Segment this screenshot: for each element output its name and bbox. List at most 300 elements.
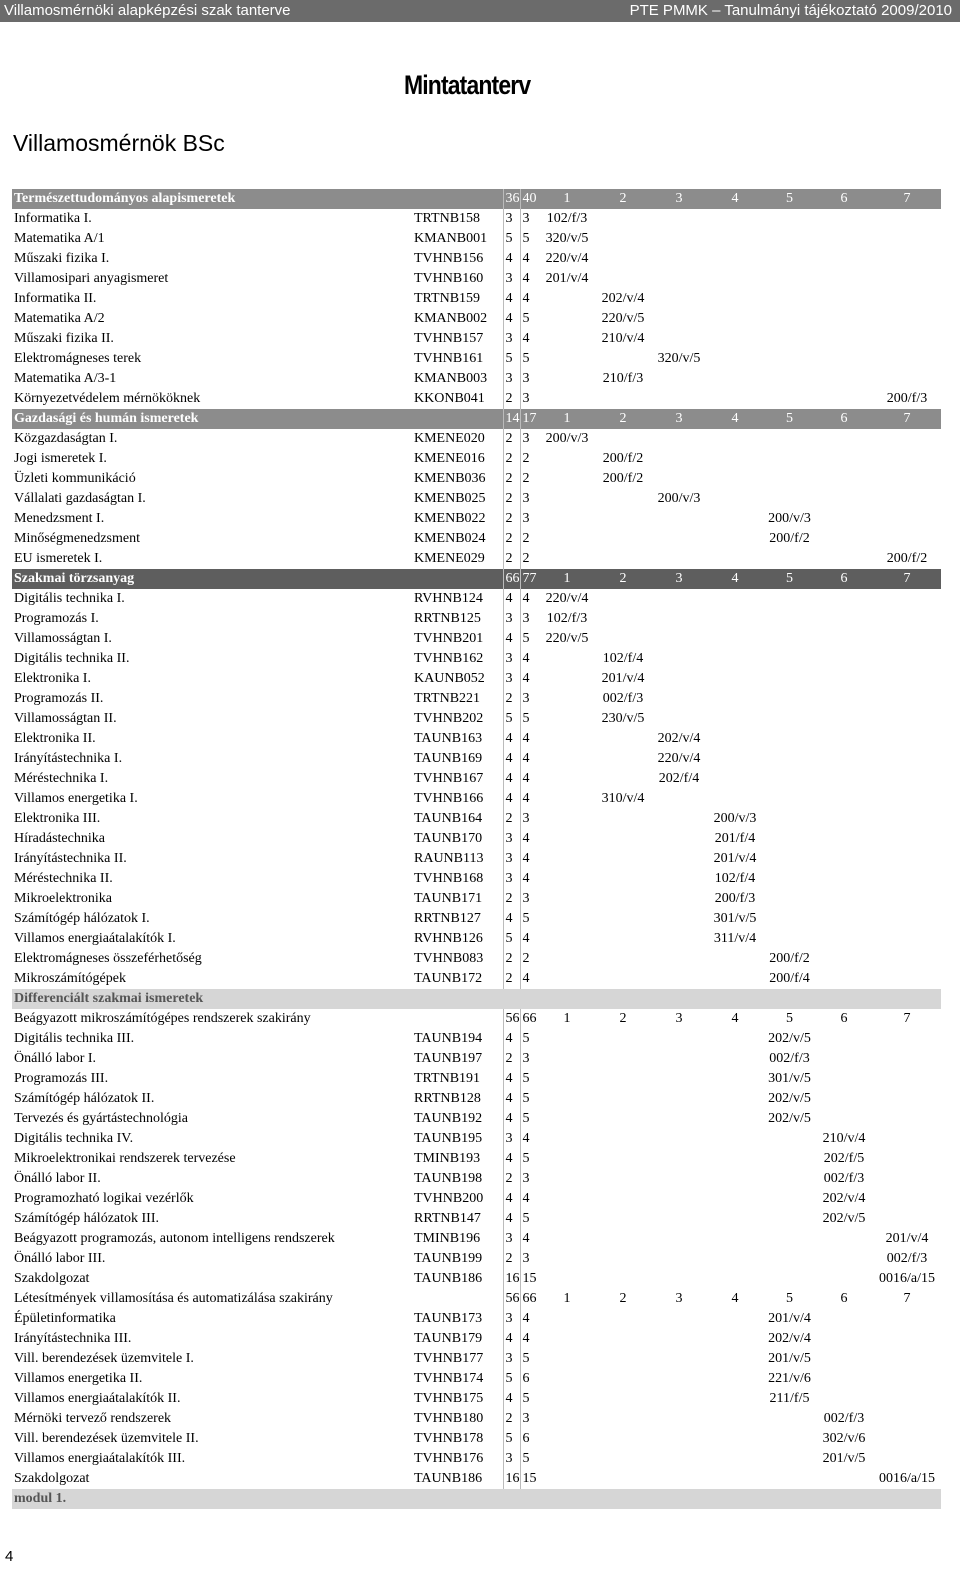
weekly-hours: 2 [503,469,520,489]
semester-cell [538,1249,594,1269]
semester-cell [538,909,594,929]
credits: 6 [520,1369,538,1389]
semester-cell [594,209,650,229]
credits: 4 [520,249,538,269]
semester-cell [650,1069,706,1089]
semester-cell [538,969,594,989]
credits: 5 [520,709,538,729]
semester-cell [815,669,871,689]
semester-cell [538,529,594,549]
course-row [12,1209,941,1229]
semester-cell [594,549,650,569]
semester-cell [650,909,706,929]
semester-heading: 7 [871,189,941,209]
program-name: Villamosmérnök BSc [13,130,225,156]
semester-cell [706,649,762,669]
semester-cell [706,509,762,529]
semester-cell [594,729,650,749]
semester-heading: 3 [650,189,706,209]
course-name: Villamos energiaátalakítók II. [14,1391,181,1406]
semester-cell [538,489,594,509]
course-row [12,1429,941,1449]
semester-cell: 200/v/3 [657,491,701,506]
semester-cell [815,709,871,729]
semester-cell [538,1049,594,1069]
semester-cell [871,809,941,829]
semester-cell: 201/v/4 [768,1311,811,1326]
semester-cell [706,769,762,789]
semester-cell [538,729,594,749]
credits: 4 [520,1329,538,1349]
semester-cell [650,829,706,849]
semester-cell [538,389,594,409]
semester-cell: 201/v/4 [545,271,589,286]
course-row [12,1169,941,1189]
semester-cell [762,1429,815,1449]
semester-cell [871,269,941,289]
semester-cell [815,1089,871,1109]
semester-cell [538,1309,594,1329]
semester-cell [762,1269,815,1289]
semester-cell [538,309,594,329]
semester-cell [762,469,815,489]
course-code: TVHNB157 [414,331,484,346]
course-row [12,1409,941,1429]
semester-cell [594,269,650,289]
semester-cell: 201/f/4 [714,831,756,846]
semester-cell [594,1209,650,1229]
weekly-hours: 4 [503,1329,520,1349]
credits: 5 [520,309,538,329]
credits: 5 [520,1069,538,1089]
semester-heading: 2 [619,1011,627,1026]
semester-cell [594,949,650,969]
semester-cell [871,489,941,509]
semester-cell [538,369,594,389]
credits: 15 [520,1469,538,1489]
semester-cell [594,489,650,509]
semester-cell: 202/v/5 [768,1111,811,1126]
semester-cell [871,1369,941,1389]
semester-cell [762,829,815,849]
semester-cell [650,289,706,309]
credits: 5 [520,909,538,929]
course-name: Közgazdaságtan I. [14,431,118,446]
semester-cell [871,649,941,669]
course-code: TVHNB200 [414,1191,484,1206]
semester-heading: 4 [706,569,762,589]
semester-cell [762,229,815,249]
semester-cell [815,369,871,389]
course-name: Önálló labor I. [14,1051,97,1066]
semester-heading: 2 [619,1291,627,1306]
running-head [0,0,960,22]
semester-cell [762,1409,815,1429]
course-name: Híradástechnika [14,831,105,846]
credits: 4 [520,1309,538,1329]
semester-cell [815,289,871,309]
semester-heading: 4 [706,189,762,209]
semester-cell [871,349,941,369]
semester-cell: 211/f/5 [769,1391,810,1406]
course-row [12,249,941,269]
semester-cell [815,849,871,869]
semester-cell [871,1109,941,1129]
semester-cell: 320/v/5 [657,351,701,366]
semester-cell [650,429,706,449]
semester-cell [538,669,594,689]
semester-cell [594,589,650,609]
course-name: Üzleti kommunikáció [14,471,136,486]
credits: 5 [520,1029,538,1049]
semester-cell: 220/v/4 [545,591,589,606]
course-row [12,1089,941,1109]
semester-cell [871,749,941,769]
course-code: TVHNB180 [414,1411,484,1426]
semester-cell [650,1049,706,1069]
semester-cell [706,389,762,409]
track-title: Létesítmények villamosítása és automatizálása szakirány [14,1291,333,1306]
semester-heading: 1 [538,569,594,589]
course-row [12,369,941,389]
semester-cell [871,849,941,869]
semester-cell [594,1389,650,1409]
total-hours: 14 [503,409,520,429]
semester-cell [594,1329,650,1349]
credits: 3 [520,389,538,409]
course-name: Irányítástechnika III. [14,1331,132,1346]
credits: 5 [520,349,538,369]
semester-cell [650,1149,706,1169]
semester-cell: 202/v/4 [822,1191,866,1206]
semester-cell [815,1049,871,1069]
course-row [12,489,941,509]
semester-cell [538,749,594,769]
course-name: Digitális technika I. [14,591,125,606]
semester-cell [538,1189,594,1209]
credits: 5 [520,1089,538,1109]
semester-cell [871,449,941,469]
semester-cell [762,749,815,769]
semester-cell [650,329,706,349]
semester-cell [871,289,941,309]
weekly-hours: 2 [503,969,520,989]
semester-cell [815,769,871,789]
weekly-hours: 2 [503,889,520,909]
semester-cell [762,929,815,949]
semester-heading: 4 [706,409,762,429]
course-name: Környezetvédelem mérnököknek [14,391,201,406]
semester-cell: 220/v/4 [545,251,589,266]
semester-cell [538,809,594,829]
semester-cell [538,1449,594,1469]
semester-cell [706,1389,762,1409]
course-code: RRTNB127 [414,911,481,926]
total-credits: 77 [520,569,538,589]
total-hours: 56 [503,1289,520,1309]
semester-cell [871,229,941,249]
subsection-header [12,1489,941,1509]
course-row [12,1309,941,1329]
weekly-hours: 3 [503,1229,520,1249]
semester-cell [650,1249,706,1269]
semester-cell [706,709,762,729]
semester-cell [762,909,815,929]
semester-cell [815,1069,871,1089]
course-row [12,229,941,249]
semester-cell [650,1309,706,1329]
course-code: TVHNB166 [414,791,484,806]
section-header [12,189,941,209]
course-code: TMINB196 [414,1231,481,1246]
semester-heading: 5 [762,569,815,589]
semester-cell [762,1449,815,1469]
weekly-hours: 2 [503,429,520,449]
semester-cell [594,1269,650,1289]
weekly-hours: 2 [503,1409,520,1429]
semester-cell: 0016/a/15 [879,1471,935,1486]
semester-cell [650,789,706,809]
semester-cell [706,1169,762,1189]
course-row [12,1229,941,1249]
credits: 5 [520,1389,538,1409]
semester-cell [815,449,871,469]
semester-cell [762,249,815,269]
section-title: Természettudományos alapismeretek [12,189,503,209]
section-title: Szakmai törzsanyag [12,569,503,589]
course-row [12,329,941,349]
course-row [12,1189,941,1209]
semester-cell [815,889,871,909]
weekly-hours: 3 [503,209,520,229]
semester-cell [538,849,594,869]
course-row [12,969,941,989]
semester-heading: 5 [762,409,815,429]
semester-cell [815,349,871,369]
semester-cell [706,229,762,249]
total-credits: 40 [520,189,538,209]
credits: 5 [520,1209,538,1229]
semester-heading: 3 [675,1011,683,1026]
course-code: RVHNB124 [414,591,483,606]
semester-heading: 3 [650,569,706,589]
semester-cell [871,1389,941,1409]
course-code: TAUNB192 [414,1111,483,1126]
course-code: TAUNB179 [414,1331,483,1346]
semester-cell [650,229,706,249]
semester-cell: 002/f/3 [769,1051,810,1066]
semester-cell [650,969,706,989]
semester-cell [815,549,871,569]
semester-cell [762,1149,815,1169]
semester-cell [538,649,594,669]
semester-cell [538,709,594,729]
semester-cell [706,449,762,469]
semester-cell [762,349,815,369]
semester-cell [762,669,815,689]
semester-cell [538,469,594,489]
course-name: Digitális technika II. [14,651,130,666]
semester-cell [594,809,650,829]
semester-cell: 0016/a/15 [879,1271,935,1286]
semester-heading: 7 [903,1011,911,1026]
total-credits: 66 [520,1009,538,1029]
course-name: Programozás I. [14,611,99,626]
credits: 3 [520,509,538,529]
semester-cell: 310/v/4 [601,791,645,806]
course-name: Matematika A/3-1 [14,371,117,386]
semester-cell [594,249,650,269]
course-row [12,1109,941,1129]
semester-cell [538,869,594,889]
credits: 3 [520,209,538,229]
course-row [12,309,941,329]
course-name: Elektronika III. [14,811,101,826]
semester-heading: 7 [871,409,941,429]
semester-cell: 200/f/2 [769,531,810,546]
semester-cell [762,1249,815,1269]
weekly-hours: 3 [503,269,520,289]
semester-cell: 201/v/4 [713,851,757,866]
semester-cell [650,1349,706,1369]
semester-cell [594,1169,650,1189]
weekly-hours: 4 [503,589,520,609]
course-row [12,289,941,309]
semester-cell [815,869,871,889]
semester-heading: 6 [815,409,871,429]
semester-cell [538,449,594,469]
semester-cell [815,469,871,489]
semester-cell [650,469,706,489]
curriculum-table [12,189,941,1509]
semester-cell [594,1229,650,1249]
semester-cell [650,389,706,409]
semester-cell: 002/f/3 [823,1411,865,1426]
semester-cell [706,1209,762,1229]
weekly-hours: 2 [503,389,520,409]
course-row [12,1349,941,1369]
weekly-hours: 3 [503,369,520,389]
subsection-header [12,989,941,1009]
semester-cell [650,529,706,549]
course-name: Elektromágneses terek [14,351,142,366]
course-code: TVHNB174 [414,1371,484,1386]
course-row [12,729,941,749]
semester-cell [706,1449,762,1469]
weekly-hours: 4 [503,729,520,749]
semester-cell [538,549,594,569]
credits: 3 [520,429,538,449]
semester-cell [815,1469,871,1489]
semester-cell [762,609,815,629]
semester-cell [762,709,815,729]
semester-cell [594,629,650,649]
semester-cell [871,1209,941,1229]
course-name: Műszaki fizika I. [14,251,110,266]
semester-cell: 220/v/4 [657,751,701,766]
semester-cell [871,869,941,889]
course-code: KAUNB052 [414,671,485,686]
semester-cell [706,309,762,329]
semester-cell [706,1029,762,1049]
course-row [12,1329,941,1349]
credits: 4 [520,729,538,749]
credits: 3 [520,1249,538,1269]
weekly-hours: 4 [503,249,520,269]
course-name: Matematika A/2 [14,311,105,326]
credits: 2 [520,469,538,489]
semester-cell [762,589,815,609]
course-row [12,1049,941,1069]
semester-cell [815,509,871,529]
semester-cell [538,889,594,909]
semester-cell [538,1369,594,1389]
semester-cell: 220/v/5 [601,311,645,326]
semester-heading: 5 [786,1011,793,1026]
course-code: TAUNB169 [414,751,483,766]
semester-cell [650,649,706,669]
semester-cell: 200/v/3 [545,431,589,446]
course-row [12,1469,941,1489]
semester-cell [762,789,815,809]
course-code: TVHNB156 [414,251,484,266]
semester-cell [706,1129,762,1149]
credits: 4 [520,829,538,849]
course-code: TVHNB083 [414,951,484,966]
weekly-hours: 5 [503,349,520,369]
semester-cell [650,449,706,469]
semester-cell [706,969,762,989]
course-code: TVHNB178 [414,1431,484,1446]
course-code: TAUNB170 [414,831,483,846]
credits: 4 [520,929,538,949]
semester-cell [650,589,706,609]
semester-cell [594,1349,650,1369]
course-row [12,689,941,709]
semester-cell [815,1349,871,1369]
course-row [12,469,941,489]
course-name: Villamosságtan II. [14,711,117,726]
course-row [12,269,941,289]
semester-cell [871,1349,941,1369]
semester-cell [871,309,941,329]
semester-cell: 210/v/4 [601,331,645,346]
semester-cell [815,789,871,809]
semester-cell [706,729,762,749]
semester-cell: 202/v/5 [822,1211,866,1226]
semester-heading: 1 [538,189,594,209]
semester-heading: 7 [871,569,941,589]
course-row [12,769,941,789]
semester-cell [706,1089,762,1109]
semester-cell [650,1409,706,1429]
course-code: TVHNB168 [414,871,484,886]
semester-cell [650,1469,706,1489]
semester-cell [815,809,871,829]
semester-cell: 102/f/4 [714,871,756,886]
semester-cell [871,889,941,909]
semester-cell [871,1409,941,1429]
weekly-hours: 4 [503,1029,520,1049]
credits: 4 [520,649,538,669]
semester-heading: 6 [840,1011,848,1026]
semester-cell [762,309,815,329]
semester-cell: 202/v/4 [601,291,645,306]
course-name: Mikroszámítógépek [14,971,126,986]
weekly-hours: 5 [503,929,520,949]
semester-cell [815,929,871,949]
semester-cell [650,889,706,909]
